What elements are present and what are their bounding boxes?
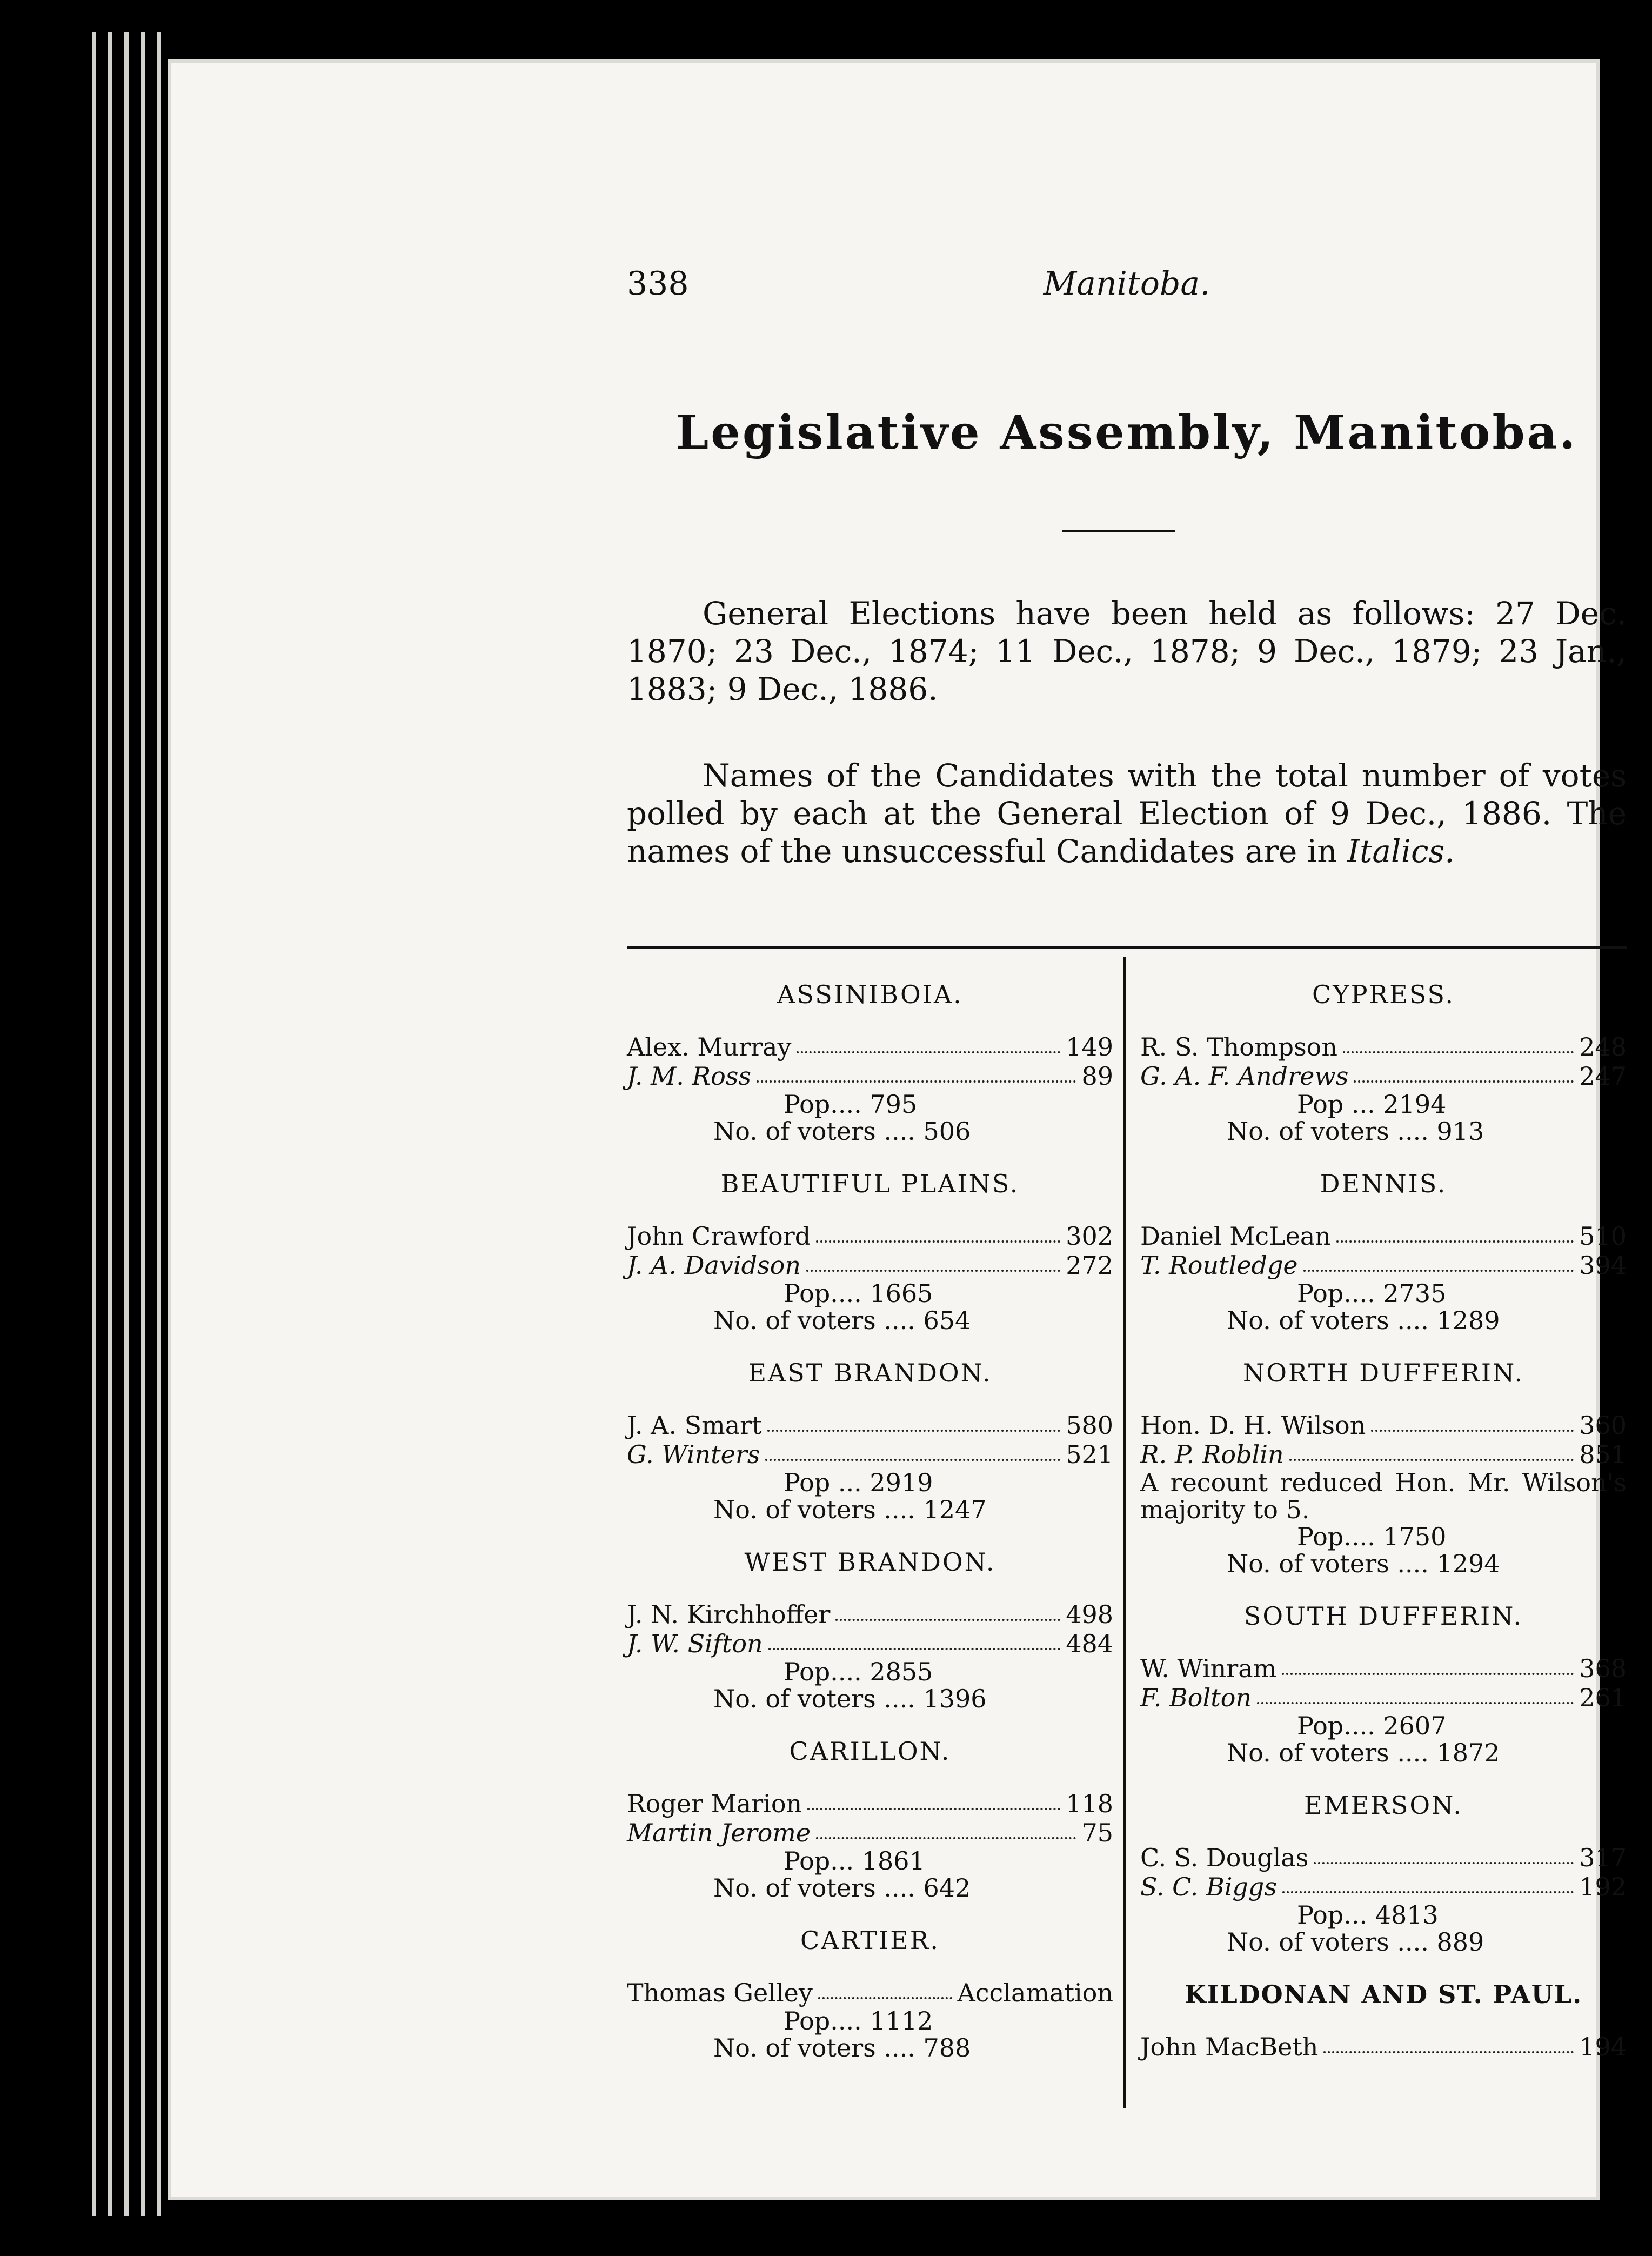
candidate-row xyxy=(627,1818,1113,1847)
section-rule xyxy=(627,946,1627,949)
voter-count: No. of voters .... 506 xyxy=(713,1117,971,1146)
leader-dots xyxy=(1354,1075,1574,1083)
district-name: CARILLON. xyxy=(789,1737,951,1766)
candidate-name: J. M. Ross xyxy=(627,1062,751,1091)
population: Pop... 4813 xyxy=(1297,1900,1439,1930)
candidate-row xyxy=(627,1978,1113,2007)
title-rule xyxy=(1062,530,1175,532)
voter-count: No. of voters .... 642 xyxy=(713,1873,971,1903)
population: Pop.... 1665 xyxy=(784,1279,933,1308)
population: Pop.... 2735 xyxy=(1297,1279,1447,1308)
book-page xyxy=(168,59,1627,2200)
leader-dots xyxy=(1282,1886,1574,1893)
vote-count: 394 xyxy=(1579,1251,1627,1280)
candidate-name: Hon. D. H. Wilson xyxy=(1140,1411,1366,1440)
district-name: EMERSON. xyxy=(1303,1791,1463,1820)
district-block xyxy=(1140,1789,1627,1955)
vote-count: 498 xyxy=(1066,1600,1113,1629)
candidate-name: Daniel McLean xyxy=(1140,1222,1331,1251)
leader-dots xyxy=(816,1832,1076,1839)
candidate-row xyxy=(627,1629,1113,1658)
page-title: Legislative Assembly, Manitoba. xyxy=(675,405,1578,460)
candidate-row xyxy=(1140,1872,1627,1901)
candidate-row xyxy=(627,1032,1113,1062)
voter-count: No. of voters .... 913 xyxy=(1227,1117,1484,1146)
candidate-name: W. Winram xyxy=(1140,1654,1277,1683)
candidate-name: Alex. Murray xyxy=(627,1032,792,1062)
voter-count: No. of voters .... 1294 xyxy=(1227,1549,1500,1578)
voter-count: No. of voters .... 1289 xyxy=(1227,1306,1500,1335)
column-divider xyxy=(1123,957,1126,2108)
leader-dots xyxy=(806,1264,1060,1272)
candidate-name: F. Bolton xyxy=(1140,1683,1252,1712)
candidate-row xyxy=(627,1062,1113,1091)
vote-count: 272 xyxy=(1066,1251,1113,1280)
candidate-row xyxy=(627,1411,1113,1440)
candidate-name: Martin Jerome xyxy=(627,1818,811,1847)
leader-dots xyxy=(1323,2046,1574,2053)
vote-count: 851 xyxy=(1579,1440,1627,1469)
candidate-row xyxy=(1140,1062,1627,1091)
vote-count: 510 xyxy=(1579,1222,1627,1251)
district-block xyxy=(627,978,1113,1145)
voter-count: No. of voters .... 889 xyxy=(1227,1927,1484,1957)
population: Pop.... 795 xyxy=(784,1090,918,1119)
intro-text: General Elections have been held as follows: 27 Dec. 1870; 23 Dec., 1874; 11 Dec., 1878; 9 Dec., 1879; 23 Jan., 1883; 9 Dec., 1886. xyxy=(627,595,1627,707)
population: Pop.... 1112 xyxy=(784,2006,933,2035)
candidate-row xyxy=(1140,1654,1627,1683)
vote-count: 192 xyxy=(1579,1872,1627,1901)
candidate-row xyxy=(1140,1411,1627,1440)
candidate-name: J. N. Kirchhoffer xyxy=(627,1600,831,1629)
district-block xyxy=(627,1735,1113,1901)
leader-dots xyxy=(1282,1667,1574,1675)
candidate-row xyxy=(627,1600,1113,1629)
candidate-name: T. Routledge xyxy=(1140,1251,1298,1280)
candidate-row xyxy=(627,1222,1113,1251)
recount-note: A recount reduced Hon. Mr. Wilson's majority to 5. xyxy=(1140,1468,1627,1524)
leader-dots xyxy=(1343,1046,1574,1053)
district-block xyxy=(1140,1978,1627,2061)
candidate-row xyxy=(1140,1032,1627,1062)
candidate-row xyxy=(1140,2032,1627,2061)
candidate-name: J. A. Smart xyxy=(627,1411,762,1440)
vote-count: 89 xyxy=(1081,1062,1113,1091)
leader-dots xyxy=(757,1075,1076,1083)
candidate-name: J. W. Sifton xyxy=(627,1629,763,1658)
vote-count: 248 xyxy=(1579,1032,1627,1062)
candidate-row xyxy=(1140,1251,1627,1280)
candidate-name: John MacBeth xyxy=(1140,2032,1319,2061)
leader-dots xyxy=(797,1046,1060,1053)
leader-dots xyxy=(1257,1697,1574,1704)
district-name: EAST BRANDON. xyxy=(748,1358,992,1387)
vote-count: 317 xyxy=(1579,1843,1627,1872)
vote-count: 247 xyxy=(1579,1062,1627,1091)
vote-count: 118 xyxy=(1066,1789,1113,1818)
explanation-text: Names of the Candidates with the total number of votes polled by each at the General Election of 9 Dec., 1886. The names of the unsuccessful Candidates are in xyxy=(627,757,1627,870)
vote-count: 368 xyxy=(1579,1654,1627,1683)
district-name: SOUTH DUFFERIN. xyxy=(1243,1601,1523,1631)
vote-count: 302 xyxy=(1066,1222,1113,1251)
population: Pop... 1861 xyxy=(784,1846,925,1875)
candidate-row xyxy=(627,1789,1113,1818)
running-title: Manitoba. xyxy=(1043,265,1210,303)
candidate-name: R. P. Roblin xyxy=(1140,1440,1284,1469)
district-name: CARTIER. xyxy=(800,1926,940,1955)
voter-count: No. of voters .... 1396 xyxy=(713,1684,987,1713)
population: Pop.... 1750 xyxy=(1297,1522,1447,1551)
leader-dots xyxy=(1336,1235,1574,1243)
page-number: 338 xyxy=(627,265,689,303)
vote-count: 75 xyxy=(1081,1818,1113,1847)
candidate-name: R. S. Thompson xyxy=(1140,1032,1337,1062)
district-block xyxy=(627,1546,1113,1712)
right-column xyxy=(1140,978,1627,2084)
vote-count: 521 xyxy=(1066,1440,1113,1469)
vote-count: 580 xyxy=(1066,1411,1113,1440)
leader-dots xyxy=(835,1613,1060,1621)
leader-dots xyxy=(765,1453,1060,1461)
candidate-row xyxy=(1140,1683,1627,1712)
leader-dots xyxy=(807,1803,1060,1810)
candidate-name: G. A. F. Andrews xyxy=(1140,1062,1349,1091)
candidate-name: Roger Marion xyxy=(627,1789,802,1818)
candidate-row xyxy=(1140,1440,1627,1469)
intro-paragraph xyxy=(627,595,1627,708)
candidate-name: S. C. Biggs xyxy=(1140,1872,1277,1901)
district-block xyxy=(627,1357,1113,1523)
district-name: WEST BRANDON. xyxy=(744,1547,996,1577)
candidate-row xyxy=(627,1251,1113,1280)
district-name: CYPRESS. xyxy=(1312,980,1455,1009)
leader-dots xyxy=(816,1235,1060,1243)
district-name: KILDONAN AND ST. PAUL. xyxy=(1184,1980,1583,2009)
vote-count: 484 xyxy=(1066,1629,1113,1658)
voter-count: No. of voters .... 1247 xyxy=(713,1495,987,1524)
candidate-name: John Crawford xyxy=(627,1222,811,1251)
district-block xyxy=(1140,1167,1627,1334)
vote-count: 149 xyxy=(1066,1032,1113,1062)
vote-count: Acclamation xyxy=(957,1978,1113,2007)
running-head xyxy=(627,265,1627,308)
leader-dots xyxy=(818,1992,952,1999)
book-binding xyxy=(86,32,173,2216)
population: Pop.... 2607 xyxy=(1297,1711,1447,1740)
vote-count: 194 xyxy=(1579,2032,1627,2061)
district-name: ASSINIBOIA. xyxy=(777,980,963,1009)
leader-dots xyxy=(1314,1857,1574,1864)
district-block xyxy=(627,1924,1113,2061)
candidate-name: J. A. Davidson xyxy=(627,1251,801,1280)
population: Pop ... 2194 xyxy=(1297,1090,1447,1119)
voter-count: No. of voters .... 654 xyxy=(713,1306,971,1335)
district-block xyxy=(1140,1357,1627,1577)
district-name: NORTH DUFFERIN. xyxy=(1242,1358,1524,1387)
left-column xyxy=(627,978,1113,2084)
voter-count: No. of voters .... 788 xyxy=(713,2033,971,2063)
population: Pop ... 2919 xyxy=(784,1468,933,1497)
candidate-row xyxy=(1140,1843,1627,1872)
district-block xyxy=(627,1167,1113,1334)
candidate-name: C. S. Douglas xyxy=(1140,1843,1309,1872)
italics-word: Italics. xyxy=(1347,833,1455,870)
candidate-row xyxy=(627,1440,1113,1469)
vote-count: 261 xyxy=(1579,1683,1627,1712)
explanation-paragraph xyxy=(627,757,1627,870)
leader-dots xyxy=(1303,1264,1574,1272)
candidate-name: Thomas Gelley xyxy=(627,1978,813,2007)
district-name: DENNIS. xyxy=(1320,1169,1447,1198)
voter-count: No. of voters .... 1872 xyxy=(1227,1738,1500,1767)
vote-count: 360 xyxy=(1579,1411,1627,1440)
district-block xyxy=(1140,978,1627,1145)
district-block xyxy=(1140,1600,1627,1766)
leader-dots xyxy=(767,1424,1061,1432)
leader-dots xyxy=(1371,1424,1574,1432)
leader-dots xyxy=(1289,1453,1574,1461)
candidate-row xyxy=(1140,1222,1627,1251)
district-name: BEAUTIFUL PLAINS. xyxy=(720,1169,1020,1198)
population: Pop.... 2855 xyxy=(784,1657,933,1686)
leader-dots xyxy=(768,1643,1061,1650)
candidate-name: G. Winters xyxy=(627,1440,760,1469)
